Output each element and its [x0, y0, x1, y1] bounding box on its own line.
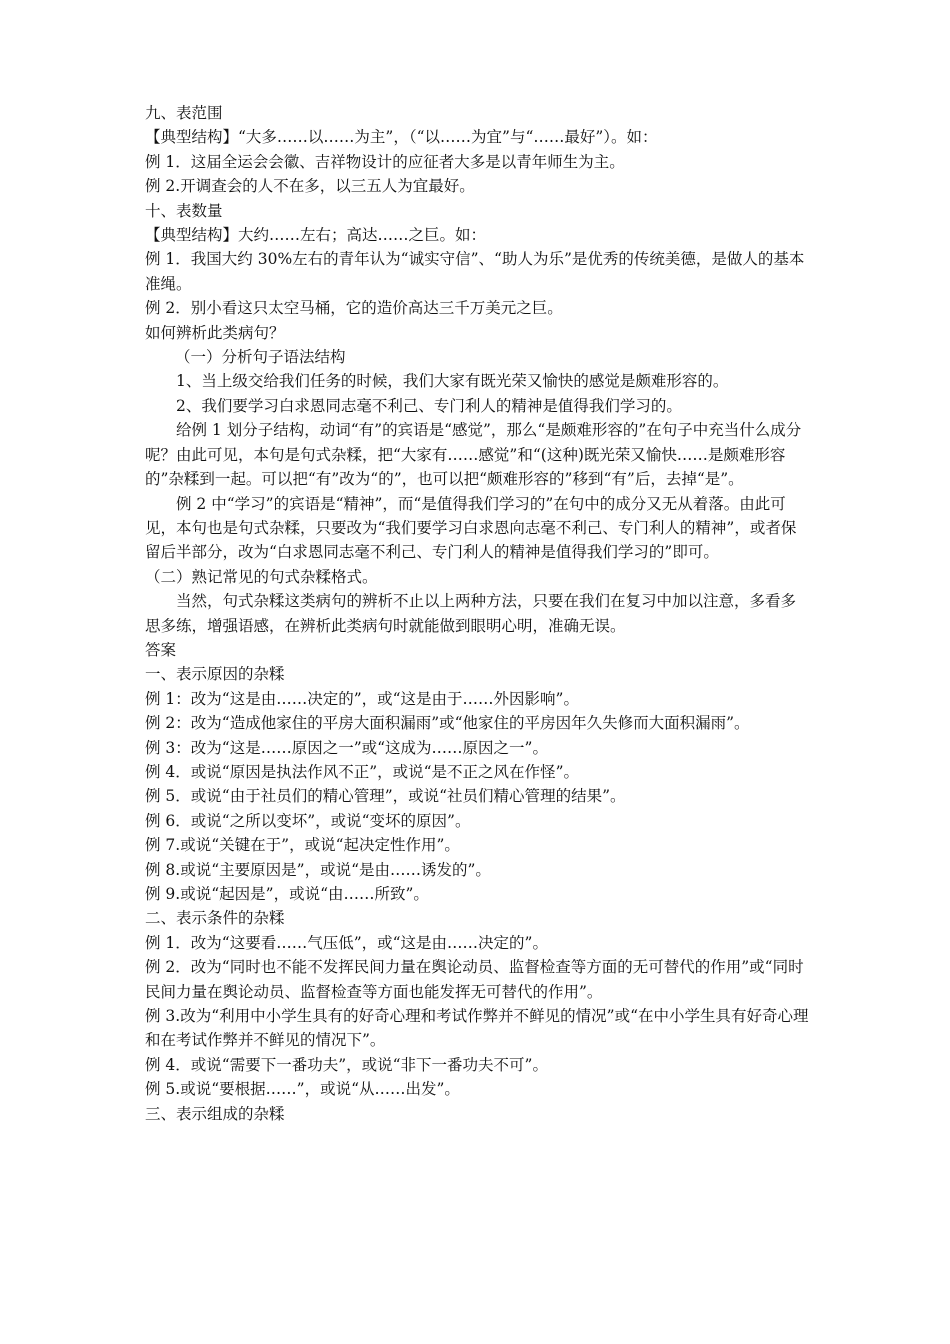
answer-line: 例 3：改为“这是……原因之一”或“这成为……原因之一”。 — [145, 738, 548, 757]
answer-line: 例 4．或说“原因是执法作风不正”，或说“是不正之风在作怪”。 — [145, 762, 579, 781]
question-heading: 如何辨析此类病句？ — [145, 323, 285, 342]
answer-line: 例 6．或说“之所以变坏”，或说“变坏的原因”。 — [145, 811, 471, 830]
answer-line: 例 1：改为“这是由……决定的”，或“这是由于……外因影响”。 — [145, 689, 579, 708]
section-heading-cause: 一、表示原因的杂糅 — [145, 665, 285, 684]
section-heading-range: 九、表范围 — [145, 104, 223, 122]
example-line: 例 2．别小看这只太空马桶，它的造价高达三千万美元之巨。 — [145, 299, 563, 318]
answer-line: 例 2．改为“同时也不能不发挥民间力量在舆论动员、监督检查等方面的无可替代的作用”或“同时民间力量在舆论动员、监督检查等方面也能发挥无可替代的作用”。 — [145, 958, 804, 1001]
conclusion-paragraph: 当然，句式杂糅这类病句的辨析不止以上两种方法，只要在我们在复习中加以注意，多看多思多练，增强语感，在辨析此类病句时就能做到眼明心明，准确无误。 — [145, 592, 797, 635]
answer-line: 例 2：改为“造成他家住的平房大面积漏雨”或“他家住的平房因年久失修而大面积漏雨”。 — [145, 714, 750, 733]
answer-line: 例 3.改为“利用中小学生具有的好奇心理和考试作弊并不鲜见的情况”或“在中小学生具有好奇心理和在考试作弊并不鲜见的情况下”。 — [145, 1007, 809, 1050]
section-heading-composition: 三、表示组成的杂糅 — [145, 1104, 285, 1123]
analysis-paragraph: 给例 1 划分子结构，动词“有”的宾语是“感觉”，那么“是颇难形容的”在句子中充当什么成分呢？由此可见，本句是句式杂糅，把“大家有……感觉”和“(这种)既光荣又愉快……是颇难形容的”杂糅到一起。可以把“有”改为“的”，也可以把“颇难形容的”移到“有”后，去掉“是”。 — [145, 421, 802, 489]
section-heading-condition: 二、表示条件的杂糅 — [145, 909, 285, 928]
subheading-analyze-grammar: （一）分析句子语法结构 — [175, 348, 346, 367]
subheading-common-patterns: （二）熟记常见的句式杂糅格式。 — [145, 567, 378, 586]
answer-line: 例 5．或说“由于社员们的精心管理”，或说“社员们精心管理的结果”。 — [145, 787, 626, 806]
sample-sentence: 1、当上级交给我们任务的时候，我们大家有既光荣又愉快的感觉是颇难形容的。 — [176, 372, 729, 391]
example-line: 例 1．这届全运会会徽、吉祥物设计的应征者大多是以青年师生为主。 — [145, 152, 625, 171]
sample-sentence: 2、我们要学习白求恩同志毫不利己、专门利人的精神是值得我们学习的。 — [176, 396, 682, 415]
answer-line: 例 4．或说“需要下一番功夫”，或说“非下一番功夫不可”。 — [145, 1055, 548, 1074]
typical-structure-quantity: 【典型结构】大约……左右；高达……之巨。如： — [145, 226, 487, 245]
answer-line: 例 1．改为“这要看……气压低”，或“这是由……决定的”。 — [145, 933, 548, 952]
example-line: 例 2.开调查会的人不在多，以三五人为宜最好。 — [145, 177, 475, 196]
answer-line: 例 9.或说“起因是”，或说“由……所致”。 — [145, 885, 429, 903]
analysis-paragraph: 例 2 中“学习”的宾语是“精神”，而“是值得我们学习的”在句中的成分又无从着落。由此可见，本句也是句式杂糅，只要改为“我们要学习白求恩向志毫不利己、专门利人的精神”，或者保留后半部分，改为“白求恩同志毫不利己、专门利人的精神是值得我们学习的”即可。 — [145, 494, 797, 562]
document-page — [145, 101, 810, 1126]
example-line: 例 1．我国大约 30%左右的青年认为“诚实守信”、“助人为乐”是优秀的传统美德，是做人的基本准绳。 — [145, 250, 805, 293]
section-heading-quantity: 十、表数量 — [145, 201, 223, 220]
answer-line: 例 7.或说“关键在于”，或说“起决定性作用”。 — [145, 836, 460, 855]
typical-structure-range: 【典型结构】“大多……以……为主”，（“以……为宜”与“……最好”）。如： — [145, 128, 658, 147]
answer-line: 例 8.或说“主要原因是”，或说“是由……诱发的”。 — [145, 860, 491, 879]
answer-line: 例 5.或说“要根据……”，或说“从……出发”。 — [145, 1080, 460, 1099]
answer-heading: 答案 — [145, 640, 177, 659]
